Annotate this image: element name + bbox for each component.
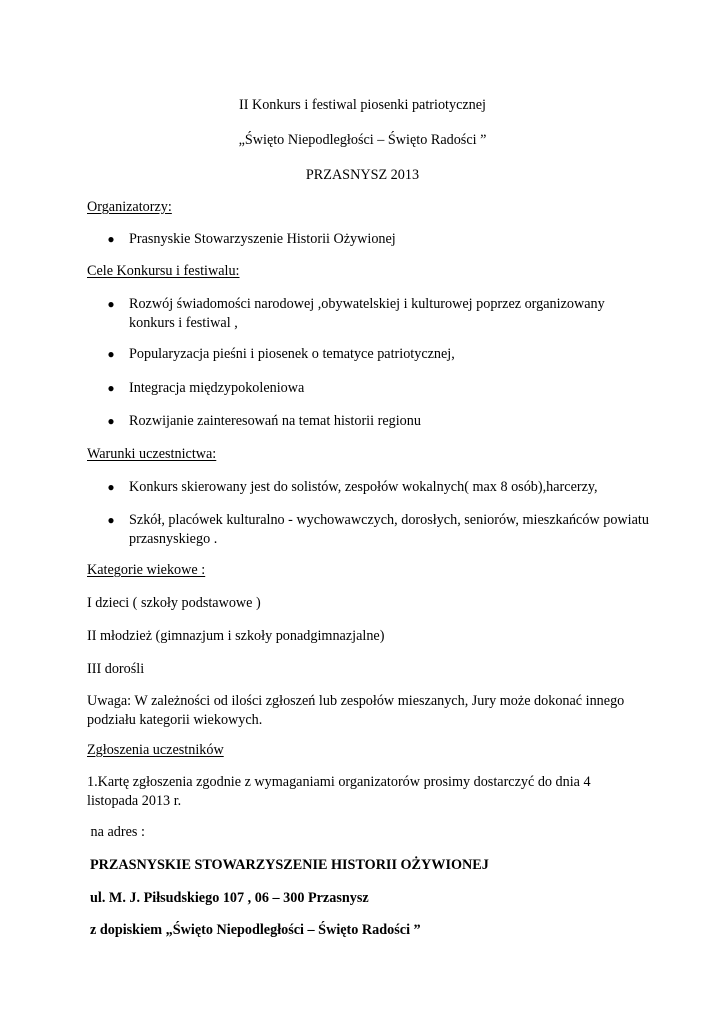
submissions-heading: Zgłoszenia uczestników xyxy=(87,742,224,758)
condition-item: Konkurs skierowany jest do solistów, zespołów wokalnych( max 8 osób),harcerzy, xyxy=(129,479,598,495)
goal-item: Popularyzacja pieśni i piosenek o tematyce patriotycznej, xyxy=(129,346,455,362)
goal-item: Rozwijanie zainteresowań na temat historii regionu xyxy=(129,413,421,429)
address-note: z dopiskiem „Święto Niepodległości – Święto Radości ” xyxy=(90,922,421,938)
goal-item: Rozwój świadomości narodowej ,obywatelskiej i kulturowej poprzez organizowany konkurs i festiwal , xyxy=(129,296,605,331)
category-line: III dorośli xyxy=(87,661,145,677)
bullet-icon: ● xyxy=(107,414,115,428)
address-name: PRZASNYSKIE STOWARZYSZENIE HISTORII OŻYWIONEJ xyxy=(90,857,489,873)
submissions-text: 1.Kartę zgłoszenia zgodnie z wymaganiami organizatorów prosimy dostarczyć do dnia 4 listopada 2013 r. xyxy=(87,774,591,809)
goal-item: Integracja międzypokoleniowa xyxy=(129,380,305,396)
address-label: na adres : xyxy=(87,824,145,840)
document-title: II Konkurs i festiwal piosenki patriotycznej xyxy=(238,97,487,113)
bullet-icon: ● xyxy=(107,232,115,246)
document-subtitle: „Święto Niepodległości – Święto Radości ” xyxy=(238,132,487,148)
bullet-icon: ● xyxy=(107,480,115,494)
organizer-item: Prasnyskie Stowarzyszenie Historii Ożywionej xyxy=(129,231,396,247)
organizers-heading: Organizatorzy: xyxy=(87,199,172,215)
category-line: I dzieci ( szkoły podstawowe ) xyxy=(87,595,261,611)
bullet-icon: ● xyxy=(107,297,115,311)
address-street: ul. M. J. Piłsudskiego 107 , 06 – 300 Przasnysz xyxy=(90,890,369,906)
category-line: II młodzież (gimnazjum i szkoły ponadgimnazjalne) xyxy=(87,628,385,644)
categories-note: Uwaga: W zależności od ilości zgłoszeń lub zespołów mieszanych, Jury może dokonać innego podziału kategorii wiekowych. xyxy=(87,693,625,728)
goals-heading: Cele Konkursu i festiwalu: xyxy=(87,263,240,279)
bullet-icon: ● xyxy=(107,347,115,361)
bullet-icon: ● xyxy=(107,513,115,527)
place-year: PRZASNYSZ 2013 xyxy=(305,167,420,183)
conditions-heading: Warunki uczestnictwa: xyxy=(87,446,217,462)
condition-item: Szkół, placówek kulturalno - wychowawczych, dorosłych, seniorów, mieszkańców powiatu przasnyskiego . xyxy=(129,512,649,547)
categories-heading: Kategorie wiekowe : xyxy=(87,562,206,578)
bullet-icon: ● xyxy=(107,381,115,395)
